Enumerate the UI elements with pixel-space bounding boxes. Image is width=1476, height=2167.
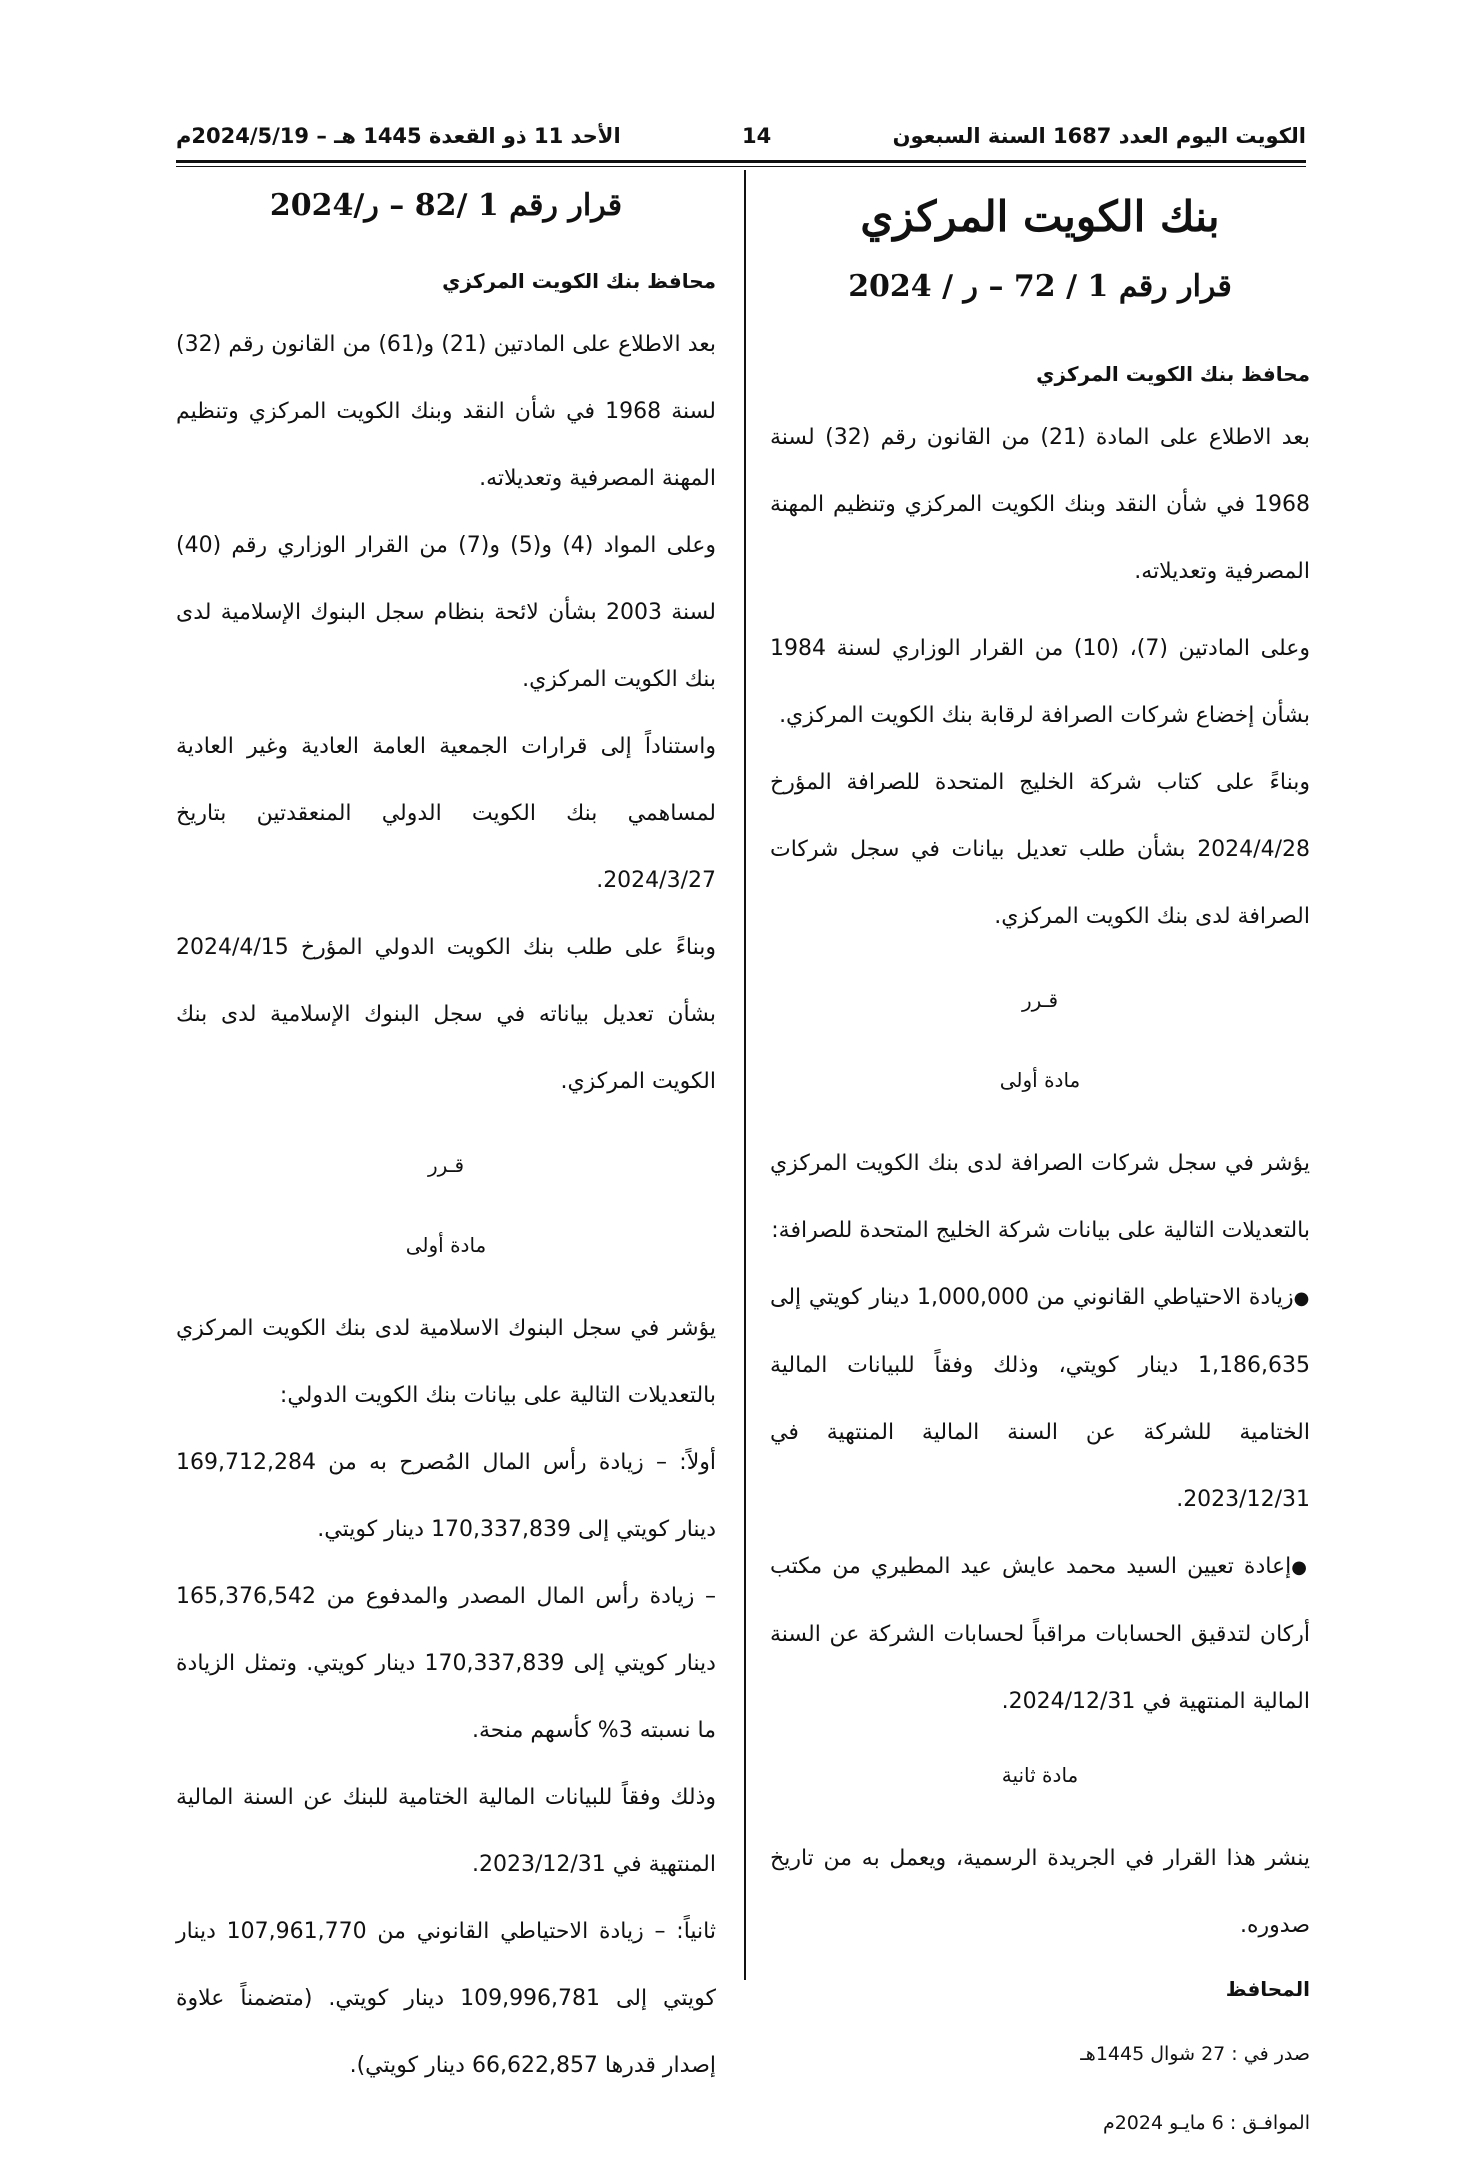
decision-title-72: قرار رقم 1 / 72 – ر / 2024 [848, 269, 1232, 304]
preamble-paragraph: بعد الاطلاع على المادة (21) من القانون رقم (32) لسنة 1968 في شأن النقد وبنك الكويت المركزي وتنظيم المهنة المصرفية وتعديلاته. [770, 425, 1311, 584]
header-issue-info: الكويت اليوم العدد 1687 السنة السبعون [892, 124, 1306, 148]
preamble-paragraph: وبناءً على طلب بنك الكويت الدولي المؤرخ 2024/4/15 بشأن تعديل بياناته في سجل البنوك الإسلامية لدى بنك الكويت المركزي. [176, 935, 716, 1094]
amendment-item: وذلك وفقاً للبيانات المالية الختامية للبنك عن السنة المالية المنتهية في 2023/12/31. [176, 1785, 716, 1877]
preamble-paragraph: بعد الاطلاع على المادتين (21) و(61) من القانون رقم (32) لسنة 1968 في شأن النقد وبنك الكويت المركزي وتنظيم المهنة المصرفية وتعديلاته. [176, 332, 716, 491]
amendment-bullet: ● زيادة الاحتياطي القانوني من 1,000,000 دينار كويتي إلى 1,186,635 دينار كويتي، وذلك وفقاً للبيانات المالية الختامية للشركة عن السنة المالية المنتهية في 2023/12/31. [770, 1264, 1310, 1533]
amendment-item: – زيادة رأس المال المصدر والمدفوع من 165,376,542 دينار كويتي إلى 170,337,839 دينار كويتي. وتمثل الزيادة ما نسبته 3% كأسهم منحة. [176, 1584, 716, 1743]
decided-heading: قـرر [427, 1153, 465, 1177]
corresponding-date: الموافـق : 6 مايـو 2024م [1102, 2112, 1310, 2134]
preamble-paragraph: وبناءً على كتاب شركة الخليج المتحدة للصرافة المؤرخ 2024/4/28 بشأن طلب تعديل بيانات في سجل شركات الصرافة لدى بنك الكويت المركزي. [770, 770, 1310, 929]
issued-date: صدر في : 27 شوال 1445هـ [1080, 2043, 1310, 2065]
header-rule-thin [176, 166, 1306, 167]
page-number: 14 [742, 124, 772, 148]
article-1-text: يؤشر في سجل شركات الصرافة لدى بنك الكويت المركزي بالتعديلات التالية على بيانات شركة الخليج المتحدة للصرافة: [770, 1151, 1310, 1243]
decision-title-82: قرار رقم 1 /82 – ر/2024 [269, 188, 623, 223]
header-date: الأحد 11 ذو القعدة 1445 هـ – 2024/5/19م [176, 124, 621, 148]
amendment-item: أولاً: – زيادة رأس المال المُصرح به من 169,712,284 دينار كويتي إلى 170,337,839 دينار كويتي. [176, 1450, 716, 1542]
left-column [176, 180, 716, 2099]
preamble-paragraph: واستناداً إلى قرارات الجمعية العامة العادية وغير العادية لمساهمي بنك الكويت الدولي المنعقدتين بتاريخ 2024/3/27. [176, 734, 716, 893]
issuer-line: محافظ بنك الكويت المركزي [1036, 362, 1310, 386]
amendment-item: ثانياً: – زيادة الاحتياطي القانوني من 107,961,770 دينار كويتي إلى 109,996,781 دينار كويتي. (متضمناً علاوة إصدار قدرها 66,622,857 دينار كويتي). [176, 1919, 716, 2078]
decided-heading: قـرر [1021, 988, 1059, 1012]
preamble-paragraph: وعلى المادتين (7)، (10) من القرار الوزاري لسنة 1984 بشأن إخضاع شركات الصرافة لرقابة بنك الكويت المركزي. [770, 636, 1310, 728]
institution-title: بنك الكويت المركزي [860, 192, 1220, 241]
issuer-line: محافظ بنك الكويت المركزي [442, 269, 716, 293]
right-column [770, 180, 1310, 2167]
article-1-heading: مادة أولى [999, 1068, 1081, 1092]
article-1-heading: مادة أولى [405, 1233, 487, 1257]
signatory: المحافظ [1225, 1977, 1310, 2001]
preamble-paragraph: وعلى المواد (4) و(5) و(7) من القرار الوزاري رقم (40) لسنة 2003 بشأن لائحة بنظام سجل البنوك الإسلامية لدى بنك الكويت المركزي. [176, 533, 716, 692]
article-2-text: ينشر هذا القرار في الجريدة الرسمية، ويعمل به من تاريخ صدوره. [770, 1846, 1310, 1938]
amendment-bullet: ● إعادة تعيين السيد محمد عايش عيد المطيري من مكتب أركان لتدقيق الحسابات مراقباً لحسابات الشركة عن السنة المالية المنتهية في 2024/12/31. [770, 1533, 1310, 1735]
column-divider [744, 170, 746, 1980]
header-rule [176, 160, 1306, 163]
article-1-text: يؤشر في سجل البنوك الاسلامية لدى بنك الكويت المركزي بالتعديلات التالية على بيانات بنك الكويت الدولي: [176, 1316, 716, 1408]
article-2-heading: مادة ثانية [1001, 1763, 1079, 1787]
page-header [176, 118, 1306, 154]
